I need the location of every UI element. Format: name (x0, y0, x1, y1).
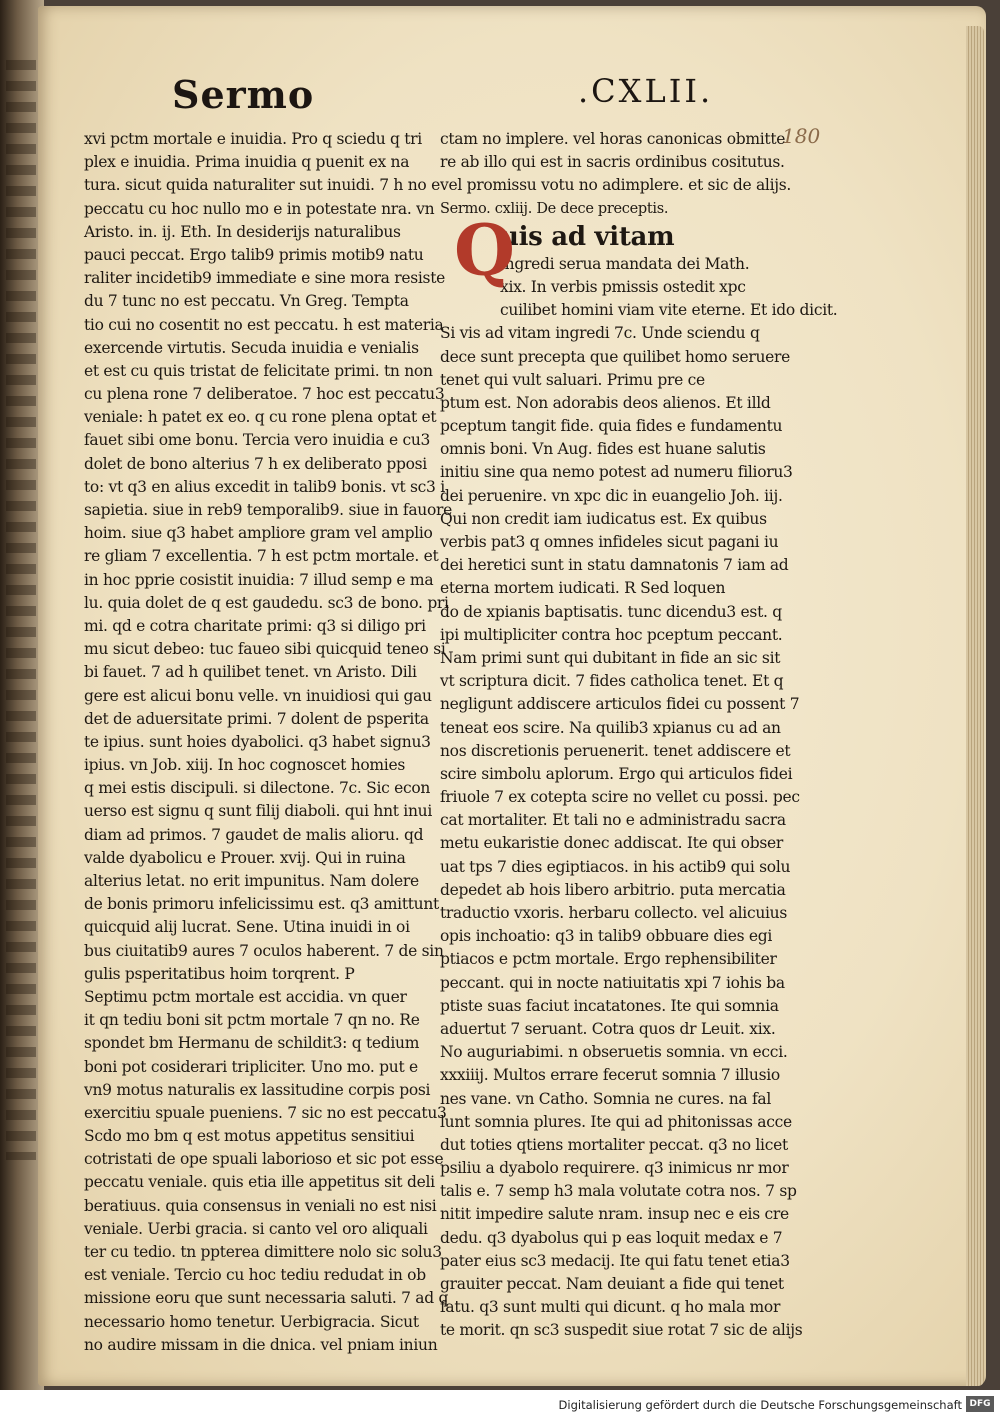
text-line: ipi multipliciter contra hoc pceptum peccant. (440, 625, 783, 644)
text-line: est veniale. Tercio cu hoc tediu redudat in ob (84, 1266, 426, 1285)
running-head-left: Sermo (172, 72, 315, 117)
text-line: gulis psperitatibus hoim torqrent. P (84, 964, 355, 983)
text-line: dei heretici sunt in statu damnatonis 7 iam ad (440, 556, 789, 575)
text-line: gere est alicui bonu velle. vn inuidiosi qui gau (84, 686, 432, 705)
text-line: ter cu tedio. tn ppterea dimittere nolo sic solu3 (84, 1243, 442, 1261)
text-line: veniale: h patet ex eo. q cu rone plena optat et (84, 408, 437, 427)
text-line: dut toties qtiens mortaliter peccat. q3 no licet (440, 1135, 788, 1154)
text-line: nes vane. vn Catho. Somnia ne cures. na fal (440, 1089, 772, 1108)
text-line: talis e. 7 semp h3 mala volutate cotra nos. 7 sp (440, 1182, 797, 1201)
text-line: cu plena rone 7 deliberatoe. 7 hoc est peccatu3 (84, 385, 445, 404)
text-line: vt scriptura dicit. 7 fides catholica tenet. Et q (440, 672, 784, 691)
text-line: vel promissu votu no adimplere. et sic de alijs. (440, 176, 792, 195)
text-line: veniale. Uerbi gracia. si canto vel oro aliquali (84, 1219, 428, 1238)
text-line: exercitiu spuale pueniens. 7 sic no est peccatu3 (84, 1103, 447, 1122)
text-line: uat tps 7 dies egiptiacos. in his actib9 qui solu (440, 857, 791, 876)
text-line: to: vt q3 en alius excedit in talib9 bonis. vt sc3 i (84, 477, 445, 496)
text-line: lunt somnia plures. Ite qui ad phitonissas acce (440, 1112, 792, 1131)
text-line: de bonis primoru infelicissimu est. q3 amittunt (84, 895, 439, 914)
text-line: nitit impedire salute nram. insup nec e eis cre (440, 1205, 789, 1224)
text-line: spondet bm Hermanu de schildit3: q tedium (84, 1034, 420, 1053)
text-line: No auguriabimi. n obseruetis somnia. vn ecci. (440, 1043, 788, 1062)
text-line: scire simbolu aplorum. Ergo qui articulos fidei (440, 764, 793, 783)
text-line: fauet sibi ome bonu. Tercia vero inuidia e cu3 (84, 431, 431, 450)
text-line: re ab illo qui est in sacris ordinibus cositutus. (440, 153, 785, 172)
text-line: xix. In verbis pmissis ostedit xpc (500, 277, 746, 296)
text-line: uerso est signu q sunt filij diaboli. qui hnt inui (84, 802, 432, 821)
text-line: Aristo. in. ij. Eth. In desiderijs naturalibus (84, 222, 401, 241)
text-line: ptiste suas faciut incatatones. Ite qui somnia (440, 996, 779, 1015)
text-line: no audire missam in die dnica. vel pniam iniun (84, 1335, 438, 1354)
text-line: re gliam 7 excellentia. 7 h est pctm mortale. et (84, 547, 439, 566)
text-line: exercende virtutis. Secuda inuidia e venialis (84, 338, 419, 357)
text-line: cotristati de ope spuali laborioso et sic pot esse (84, 1150, 444, 1169)
text-line: opis inchoatio: q3 in talib9 obbuare dies egi (440, 927, 773, 946)
text-line: alterius letat. no erit impunitus. Nam dolere (84, 872, 419, 890)
text-line: valde dyabolicu e Prouer. xvij. Qui in ruina (84, 848, 406, 867)
text-line: quicquid alij lucrat. Sene. Utina inuidi in oi (84, 918, 410, 937)
red-initial: Q (454, 209, 515, 292)
text-line: Septimu pctm mortale est accidia. vn quer (84, 987, 407, 1006)
text-line: in hoc pprie cosistit inuidia: 7 illud semp e ma (84, 570, 434, 589)
page-edges (966, 26, 984, 1386)
text-line: et est cu quis tristat de felicitate primi. tn non (84, 361, 433, 380)
text-line: tura. sicut quida naturaliter sut inuidi. 7 h no e (84, 176, 440, 195)
text-line: mi. qd e cotra charitate primi: q3 si diligo pri (84, 616, 426, 635)
text-line: negligunt addiscere articulos fidei cu possent 7 (440, 695, 800, 714)
text-line: psiliu a dyabolo requirere. q3 inimicus nr mor (440, 1159, 789, 1178)
text-line: fatu. q3 sunt multi qui dicunt. q ho mala mor (440, 1298, 781, 1317)
text-line: missione eoru que sunt necessaria saluti. 7 ad q (84, 1289, 449, 1308)
footer-bar (0, 1390, 1000, 1420)
text-line: mu sicut debeo: tuc faueo sibi quicquid teneo si (84, 640, 446, 659)
text-column-left (84, 128, 452, 1357)
text-line: te ipius. sunt hoies dyabolici. q3 habet signu3 (84, 732, 431, 751)
text-line: initiu sine qua nemo potest ad numeru filioru3 (440, 463, 793, 482)
text-line: beratiuus. quia consensus in veniali no est nisi (84, 1196, 437, 1215)
text-line: traductio vxoris. herbaru collecto. vel alicuius (440, 904, 788, 922)
text-line: it qn tediu boni sit pctm mortale 7 qn no. Re (84, 1011, 420, 1030)
handwritten-folio-note: 180 (782, 124, 821, 148)
text-line: do de xpianis baptisatis. tunc dicendu3 est. q (440, 602, 782, 621)
text-line: ctam no implere. vel horas canonicas obmitte (440, 130, 786, 148)
text-line: nos discretionis peruenerit. tenet addiscere et (440, 741, 791, 760)
text-line: xvi pctm mortale e inuidia. Pro q sciedu q tri (84, 130, 422, 148)
text-line: Si vis ad vitam ingredi 7c. Unde sciendu q (440, 324, 760, 343)
text-line: Sermo. cxliij. De dece preceptis. (440, 200, 669, 217)
text-line: diam ad primos. 7 gaudet de malis alioru. qd (84, 825, 424, 844)
text-line: vn9 motus naturalis ex lassitudine corpis posi (84, 1080, 431, 1099)
dfg-logo: DFG (966, 1396, 994, 1412)
text-line: dolet de bono alterius 7 h ex deliberato pposi (84, 454, 427, 473)
text-line: cat mortaliter. Et tali no e administradu sacra (440, 811, 786, 830)
text-line: ingredi serua mandata dei Math. (500, 254, 750, 273)
text-line: te morit. qn sc3 suspedit siue rotat 7 sic de alijs (440, 1321, 803, 1340)
text-line: boni pot cosiderari tripliciter. Uno mo. put e (84, 1057, 418, 1076)
text-line: du 7 tunc no est peccatu. Vn Greg. Tempta (84, 292, 409, 311)
text-line: ptum est. Non adorabis deos alienos. Et illd (440, 393, 771, 412)
facing-page-edge (6, 60, 36, 1160)
text-line: hoim. siue q3 habet ampliore gram vel amplio (84, 524, 433, 543)
text-line: tio cui no cosentit no est peccatu. h est materia (84, 315, 444, 334)
text-line: pater eius sc3 medacij. Ite qui fatu tenet etia3 (440, 1251, 790, 1270)
funding-credit: Digitalisierung gefördert durch die Deutsche Forschungsgemeinschaft (558, 1398, 962, 1412)
text-line: cuilibet homini viam vite eterne. Et ido dicit. (500, 301, 838, 320)
text-line: tenet qui vult saluari. Primu pre ce (440, 370, 705, 389)
text-line: dece sunt precepta que quilibet homo seruere (440, 347, 791, 366)
text-line: eterna mortem iudicati. R Sed loquen (440, 579, 726, 598)
text-line: plex e inuidia. Prima inuidia q puenit ex na (84, 153, 410, 172)
text-line: sapietia. siue in reb9 temporalib9. siue in fauore (84, 501, 452, 519)
text-line: pceptum tangit fide. quia fides e fundamentu (440, 417, 783, 436)
text-line: xxxiiij. Multos errare fecerut somnia 7 illusio (440, 1066, 780, 1085)
text-line: uis ad vitam (500, 221, 675, 252)
text-line: depedet ab hois libero arbitrio. puta mercatia (440, 880, 786, 899)
text-line: ptiacos e pctm mortale. Ergo rephensibiliter (440, 950, 777, 969)
text-line: Qui non credit iam iudicatus est. Ex quibus (440, 509, 767, 528)
text-line: grauiter peccat. Nam deuiant a fide qui tenet (440, 1275, 784, 1293)
text-line: bus ciuitatib9 aures 7 oculos haberent. 7 de sin (84, 941, 444, 960)
folio-number: .CXLII. (578, 72, 714, 110)
text-line: peccatu cu hoc nullo mo e in potestate nra. vn (84, 199, 435, 218)
text-line: raliter incidetib9 immediate e sine mora resiste (84, 269, 445, 288)
text-line: necessario homo tenetur. Uerbigracia. Sicut (84, 1312, 419, 1331)
text-line: dei peruenire. vn xpc dic in euangelio Joh. iij. (440, 486, 783, 505)
text-line: ipius. vn Job. xiij. In hoc cognoscet homies (84, 756, 405, 775)
text-line: peccant. qui in nocte natiuitatis xpi 7 iohis ba (440, 973, 785, 992)
text-line: lu. quia dolet de q est gaudedu. sc3 de bono. pri (84, 593, 449, 612)
text-line: q mei estis discipuli. si dilectone. 7c. Sic econ (84, 779, 431, 798)
text-line: dedu. q3 dyabolus qui p eas loquit medax e 7 (440, 1228, 783, 1247)
text-line: Scdo mo bm q est motus appetitus sensitiui (84, 1127, 415, 1146)
text-line: pauci peccat. Ergo talib9 primis motib9 natu (84, 245, 424, 264)
text-line: Nam primi sunt qui dubitant in fide an sic sit (440, 648, 781, 667)
text-line: friuole 7 ex cotepta scire no vellet cu possi. pec (440, 788, 800, 807)
text-line: peccatu veniale. quis etia ille appetitus sit deli (84, 1173, 435, 1192)
text-line: teneat eos scire. Na quilib3 xpianus cu ad an (440, 718, 781, 737)
text-line: det de aduersitate primi. 7 dolent de psperita (84, 709, 429, 728)
text-line: aduertut 7 seruant. Cotra quos dr Leuit. xix. (440, 1019, 776, 1038)
text-line: omnis boni. Vn Aug. fides est huane salutis (440, 440, 766, 459)
text-line: metu eukaristie donec addiscat. Ite qui obser (440, 834, 783, 853)
text-line: bi fauet. 7 ad h quilibet tenet. vn Aristo. Dili (84, 663, 417, 682)
text-line: verbis pat3 q omnes infideles sicut pagani iu (440, 533, 779, 551)
